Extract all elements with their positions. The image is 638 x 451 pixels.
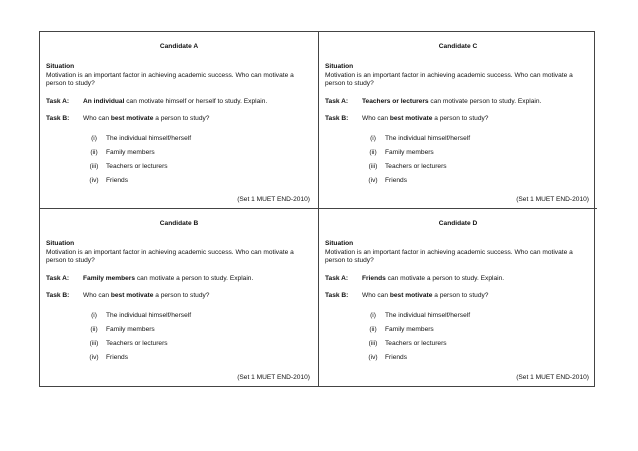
option-number: (i) [370, 312, 376, 320]
task-a [325, 98, 591, 106]
option-text: The individual himself/herself [106, 312, 192, 320]
option-text: Friends [385, 177, 407, 185]
candidate-cards-sheet [39, 31, 595, 387]
task-a-text [83, 275, 253, 283]
task-a-label: Task A: [325, 97, 349, 105]
task-b-text [362, 292, 488, 300]
task-b-rest: a person to study? [432, 115, 489, 123]
task-b-emphasis: best motivate [389, 292, 433, 300]
task-b-emphasis: best motivate [389, 115, 433, 123]
task-b-emphasis: best motivate [110, 292, 154, 300]
option-number: (iii) [89, 163, 99, 171]
source-note: (Set 1 MUET END-2010) [237, 195, 310, 203]
list-item [363, 160, 591, 174]
situation-heading: Situation [325, 63, 354, 71]
option-number: (ii) [90, 149, 98, 157]
task-a-rest: can motivate person to study. Explain. [428, 97, 542, 105]
task-b-text [83, 115, 209, 123]
options-list [363, 132, 591, 188]
option-number: (ii) [90, 326, 98, 334]
card-title: Candidate C [438, 43, 478, 50]
list-item [84, 337, 312, 351]
option-number: (i) [91, 135, 97, 143]
list-item [84, 146, 312, 160]
task-b-pre: Who can [362, 115, 390, 123]
task-b-label: Task B: [46, 292, 70, 300]
task-b-label: Task B: [325, 292, 349, 300]
option-number: (iv) [368, 177, 378, 185]
candidate-d-card [319, 209, 597, 386]
list-item [363, 174, 591, 188]
situation-text: Motivation is an important factor in achieving academic success. Who can motivate a person to study? [46, 248, 294, 265]
task-b-pre: Who can [362, 292, 390, 300]
task-a-label: Task A: [46, 97, 70, 105]
task-a-emphasis: An individual [83, 97, 125, 105]
task-a-emphasis: Friends [362, 274, 386, 282]
task-b-text [362, 115, 488, 123]
option-text: The individual himself/herself [385, 312, 471, 320]
card-title: Candidate D [438, 220, 478, 227]
option-text: Teachers or lecturers [385, 340, 447, 348]
task-a-label: Task A: [46, 274, 70, 282]
candidate-a-card [40, 32, 319, 209]
option-text: Friends [385, 354, 407, 362]
list-item [84, 323, 312, 337]
list-item [363, 337, 591, 351]
list-item [363, 146, 591, 160]
task-a-rest: can motivate a person to study. Explain. [385, 274, 505, 282]
option-number: (ii) [369, 326, 377, 334]
task-a-emphasis: Teachers or lecturers [362, 97, 429, 105]
list-item [84, 309, 312, 323]
options-list [363, 309, 591, 365]
options-list [84, 309, 312, 365]
task-a-emphasis: Family members [83, 274, 136, 282]
task-b-text [83, 292, 209, 300]
situation-text: Motivation is an important factor in achieving academic success. Who can motivate a person to study? [325, 248, 573, 265]
situation-text: Motivation is an important factor in achieving academic success. Who can motivate a person to study? [325, 71, 573, 88]
list-item [84, 174, 312, 188]
task-b-label: Task B: [325, 115, 349, 123]
card-title: Candidate B [159, 220, 199, 227]
task-a [325, 275, 591, 283]
option-number: (i) [91, 312, 97, 320]
task-b [46, 115, 312, 123]
option-number: (iv) [89, 177, 99, 185]
source-note: (Set 1 MUET END-2010) [516, 195, 589, 203]
option-text: Family members [106, 149, 155, 157]
task-b-pre: Who can [83, 115, 111, 123]
option-text: Family members [385, 149, 434, 157]
list-item [363, 309, 591, 323]
task-a-text [83, 98, 267, 106]
task-a [46, 275, 312, 283]
option-number: (iv) [368, 354, 378, 362]
option-text: Teachers or lecturers [106, 340, 168, 348]
option-text: The individual himself/herself [385, 135, 471, 143]
source-note: (Set 1 MUET END-2010) [237, 373, 310, 381]
option-number: (ii) [369, 149, 377, 157]
list-item [363, 323, 591, 337]
option-text: Family members [385, 326, 434, 334]
task-b-pre: Who can [83, 292, 111, 300]
option-number: (iii) [89, 340, 99, 348]
task-a-text [362, 98, 541, 106]
task-a-text [362, 275, 504, 283]
source-note: (Set 1 MUET END-2010) [516, 373, 589, 381]
task-b [46, 292, 312, 300]
list-item [84, 160, 312, 174]
situation-heading: Situation [46, 63, 75, 71]
task-b-emphasis: best motivate [110, 115, 154, 123]
candidate-b-card [40, 209, 319, 386]
task-b-rest: a person to study? [153, 115, 210, 123]
task-a-label: Task A: [325, 274, 349, 282]
options-list [84, 132, 312, 188]
candidate-c-card [319, 32, 597, 209]
card-title: Candidate A [159, 43, 199, 50]
list-item [84, 351, 312, 365]
option-number: (iv) [89, 354, 99, 362]
option-number: (i) [370, 135, 376, 143]
option-text: Friends [106, 177, 128, 185]
option-number: (iii) [368, 340, 378, 348]
task-b-label: Task B: [46, 115, 70, 123]
task-b-rest: a person to study? [432, 292, 489, 300]
task-a [46, 98, 312, 106]
task-b [325, 292, 591, 300]
list-item [84, 132, 312, 146]
option-number: (iii) [368, 163, 378, 171]
option-text: The individual himself/herself [106, 135, 192, 143]
task-b-rest: a person to study? [153, 292, 210, 300]
task-b [325, 115, 591, 123]
situation-text: Motivation is an important factor in achieving academic success. Who can motivate a person to study? [46, 71, 294, 88]
option-text: Teachers or lecturers [106, 163, 168, 171]
task-a-rest: can motivate a person to study. Explain. [135, 274, 254, 282]
option-text: Family members [106, 326, 155, 334]
situation-heading: Situation [325, 240, 354, 248]
situation-heading: Situation [46, 240, 75, 248]
option-text: Friends [106, 354, 128, 362]
option-text: Teachers or lecturers [385, 163, 447, 171]
list-item [363, 351, 591, 365]
task-a-rest: can motivate himself or herself to study. Explain. [124, 97, 268, 105]
list-item [363, 132, 591, 146]
